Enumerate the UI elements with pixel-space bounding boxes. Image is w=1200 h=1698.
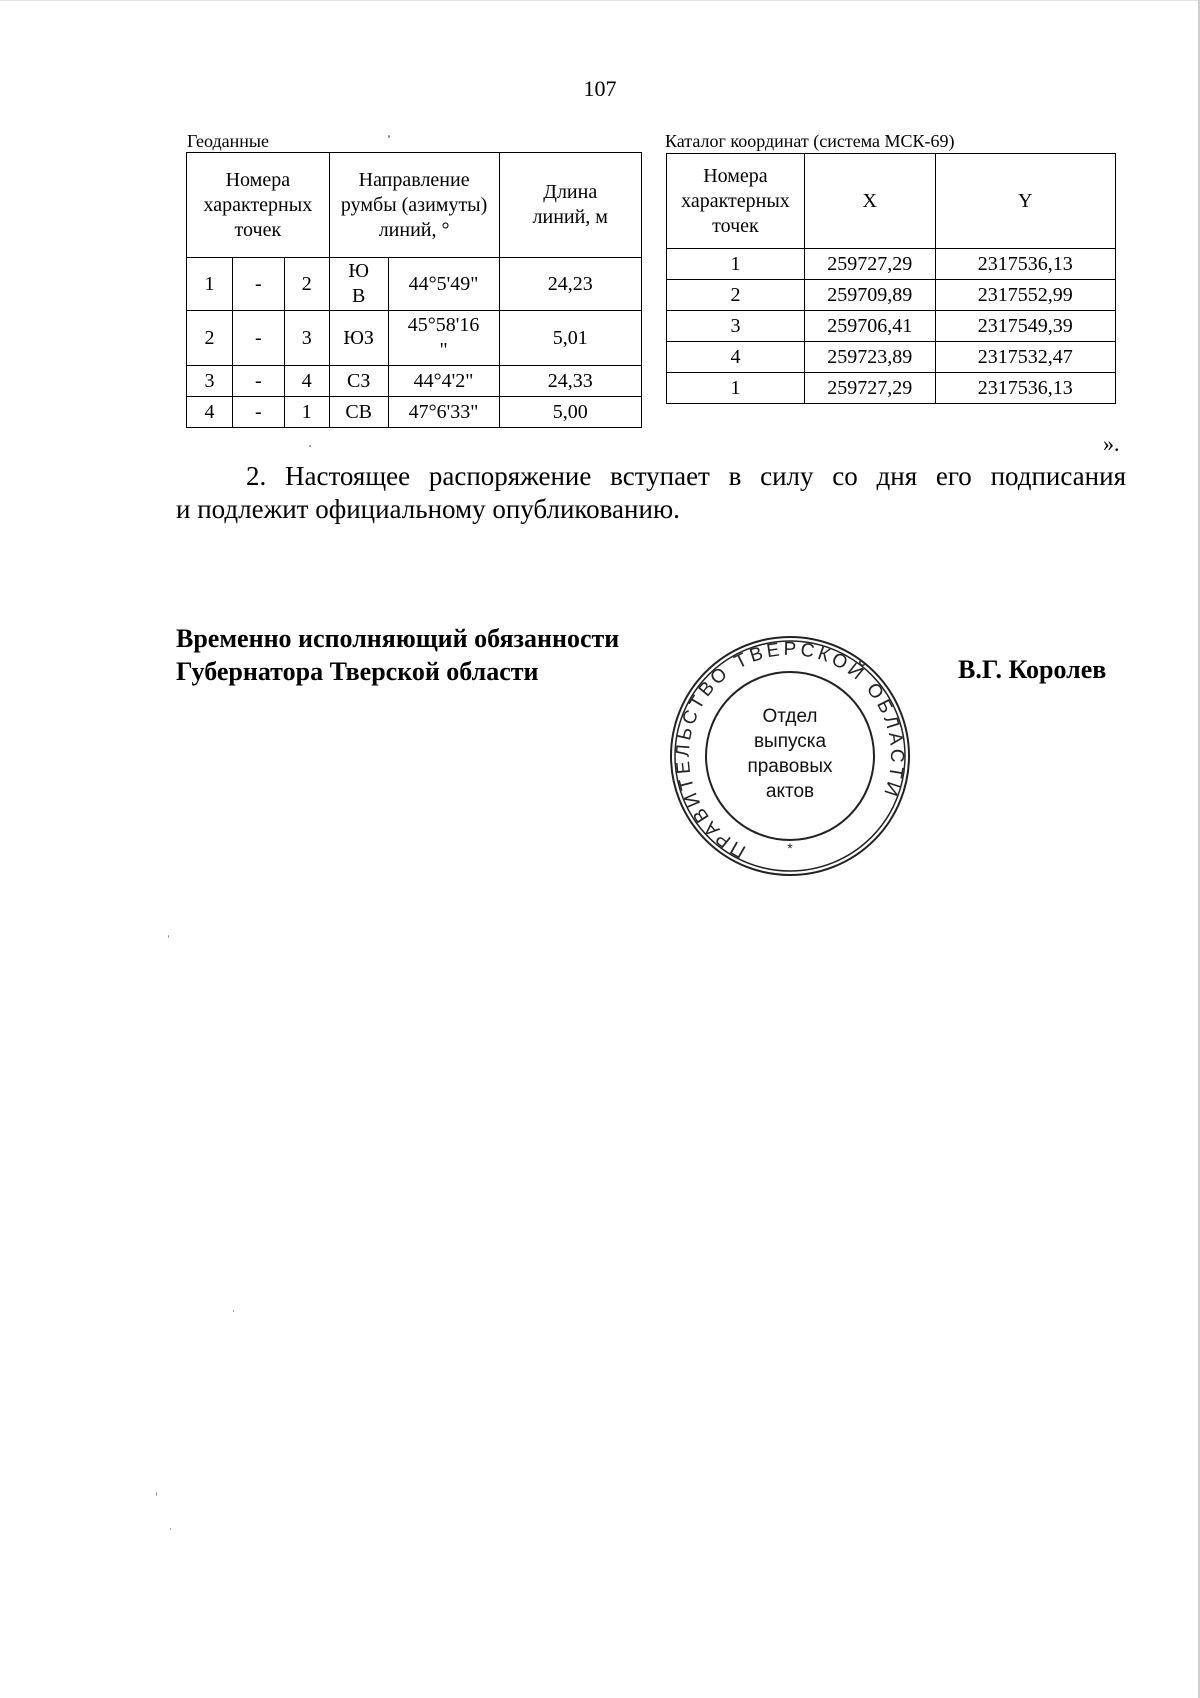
cell-point: 3 (667, 311, 805, 342)
cell-rhumb: СЗ (329, 366, 388, 397)
cell-rhumb: СВ (329, 397, 388, 428)
cell-from: 2 (187, 311, 233, 366)
scan-speck (309, 445, 311, 447)
stamp-star: * (787, 840, 793, 856)
catalog-caption: Каталог координат (система МСК-69) (665, 131, 955, 151)
signatory-title-line-1: Временно исполняющий обязанности (176, 624, 620, 653)
table-row (187, 311, 642, 366)
page-edge-top (0, 0, 1200, 1)
cell-azimuth: 44°4'2" (388, 366, 499, 397)
header-points: Номера характерных точек (667, 154, 805, 249)
paragraph-2 (176, 460, 1126, 526)
cell-to: 2 (284, 258, 329, 311)
stamp-center-text (668, 704, 912, 804)
paragraph-line-1: 2. Настоящее распоряжение вступает в силу со дня его подписания (246, 461, 1126, 491)
table-header-row (187, 153, 642, 258)
cell-from: 4 (187, 397, 233, 428)
table-row (187, 397, 642, 428)
scan-speck (388, 135, 390, 138)
header-x: X (804, 154, 935, 249)
cell-azimuth: 44°5'49" (388, 258, 499, 311)
stamp-ring-text: ПРАВИТЕЛЬСТВО ТВЕРСКОЙ ОБЛАСТИ (672, 638, 908, 862)
paragraph-line-2: и подлежит официальному опубликованию. (176, 494, 680, 524)
scan-speck (170, 1528, 171, 1530)
cell-x: 259709,89 (804, 280, 935, 311)
header-y: Y (935, 154, 1115, 249)
cell-dash: - (232, 397, 284, 428)
scan-speck (168, 935, 169, 938)
cell-rhumb: ЮЗ (329, 311, 388, 366)
table-row (187, 366, 642, 397)
stamp-line: актов (765, 781, 815, 802)
cell-dash: - (232, 258, 284, 311)
cell-y: 2317536,13 (935, 249, 1115, 280)
cell-x: 259727,29 (804, 373, 935, 404)
cell-to: 4 (284, 366, 329, 397)
table-row (667, 373, 1116, 404)
table-row (667, 342, 1116, 373)
cell-azimuth: 47°6'33" (388, 397, 499, 428)
cell-point: 1 (667, 249, 805, 280)
geodata-caption: Геоданные (187, 131, 270, 151)
cell-point: 2 (667, 280, 805, 311)
cell-y: 2317532,47 (935, 342, 1115, 373)
geodata-table (186, 152, 642, 428)
cell-from: 3 (187, 366, 233, 397)
cell-length: 24,23 (499, 258, 642, 311)
stamp-line: выпуска (753, 731, 827, 752)
cell-azimuth: 45°58'16 " (388, 311, 499, 366)
cell-y: 2317536,13 (935, 373, 1115, 404)
cell-x: 259723,89 (804, 342, 935, 373)
scan-speck (156, 1492, 157, 1496)
signatory-title-line-2: Губернатора Тверской области (176, 657, 539, 686)
scan-speck (233, 1310, 234, 1312)
cell-length: 5,01 (499, 311, 642, 366)
stamp-line: Отдел (762, 706, 818, 727)
table-row (667, 249, 1116, 280)
cell-x: 259727,29 (804, 249, 935, 280)
cell-y: 2317552,99 (935, 280, 1115, 311)
cell-point: 1 (667, 373, 805, 404)
cell-length: 24,33 (499, 366, 642, 397)
cell-x: 259706,41 (804, 311, 935, 342)
page-number: 107 (583, 76, 617, 101)
header-points: Номера характерных точек (187, 153, 330, 258)
table-row (667, 311, 1116, 342)
table-row (667, 280, 1116, 311)
table-header-row (667, 154, 1116, 249)
header-direction: Направление румбы (азимуты) линий, ° (329, 153, 499, 258)
cell-rhumb: Ю В (329, 258, 388, 311)
cell-to: 1 (284, 397, 329, 428)
coordinate-catalog-table (666, 153, 1116, 404)
cell-y: 2317549,39 (935, 311, 1115, 342)
cell-to: 3 (284, 311, 329, 366)
stamp-line: правовых (747, 756, 833, 777)
table-row (187, 258, 642, 311)
cell-length: 5,00 (499, 397, 642, 428)
signatory-title (176, 622, 619, 688)
cell-dash: - (232, 311, 284, 366)
cell-point: 4 (667, 342, 805, 373)
closing-quote: ». (1103, 431, 1120, 456)
signatory-name: В.Г. Королев (958, 655, 1107, 684)
cell-dash: - (232, 366, 284, 397)
cell-from: 1 (187, 258, 233, 311)
header-length: Длина линий, м (499, 153, 642, 258)
